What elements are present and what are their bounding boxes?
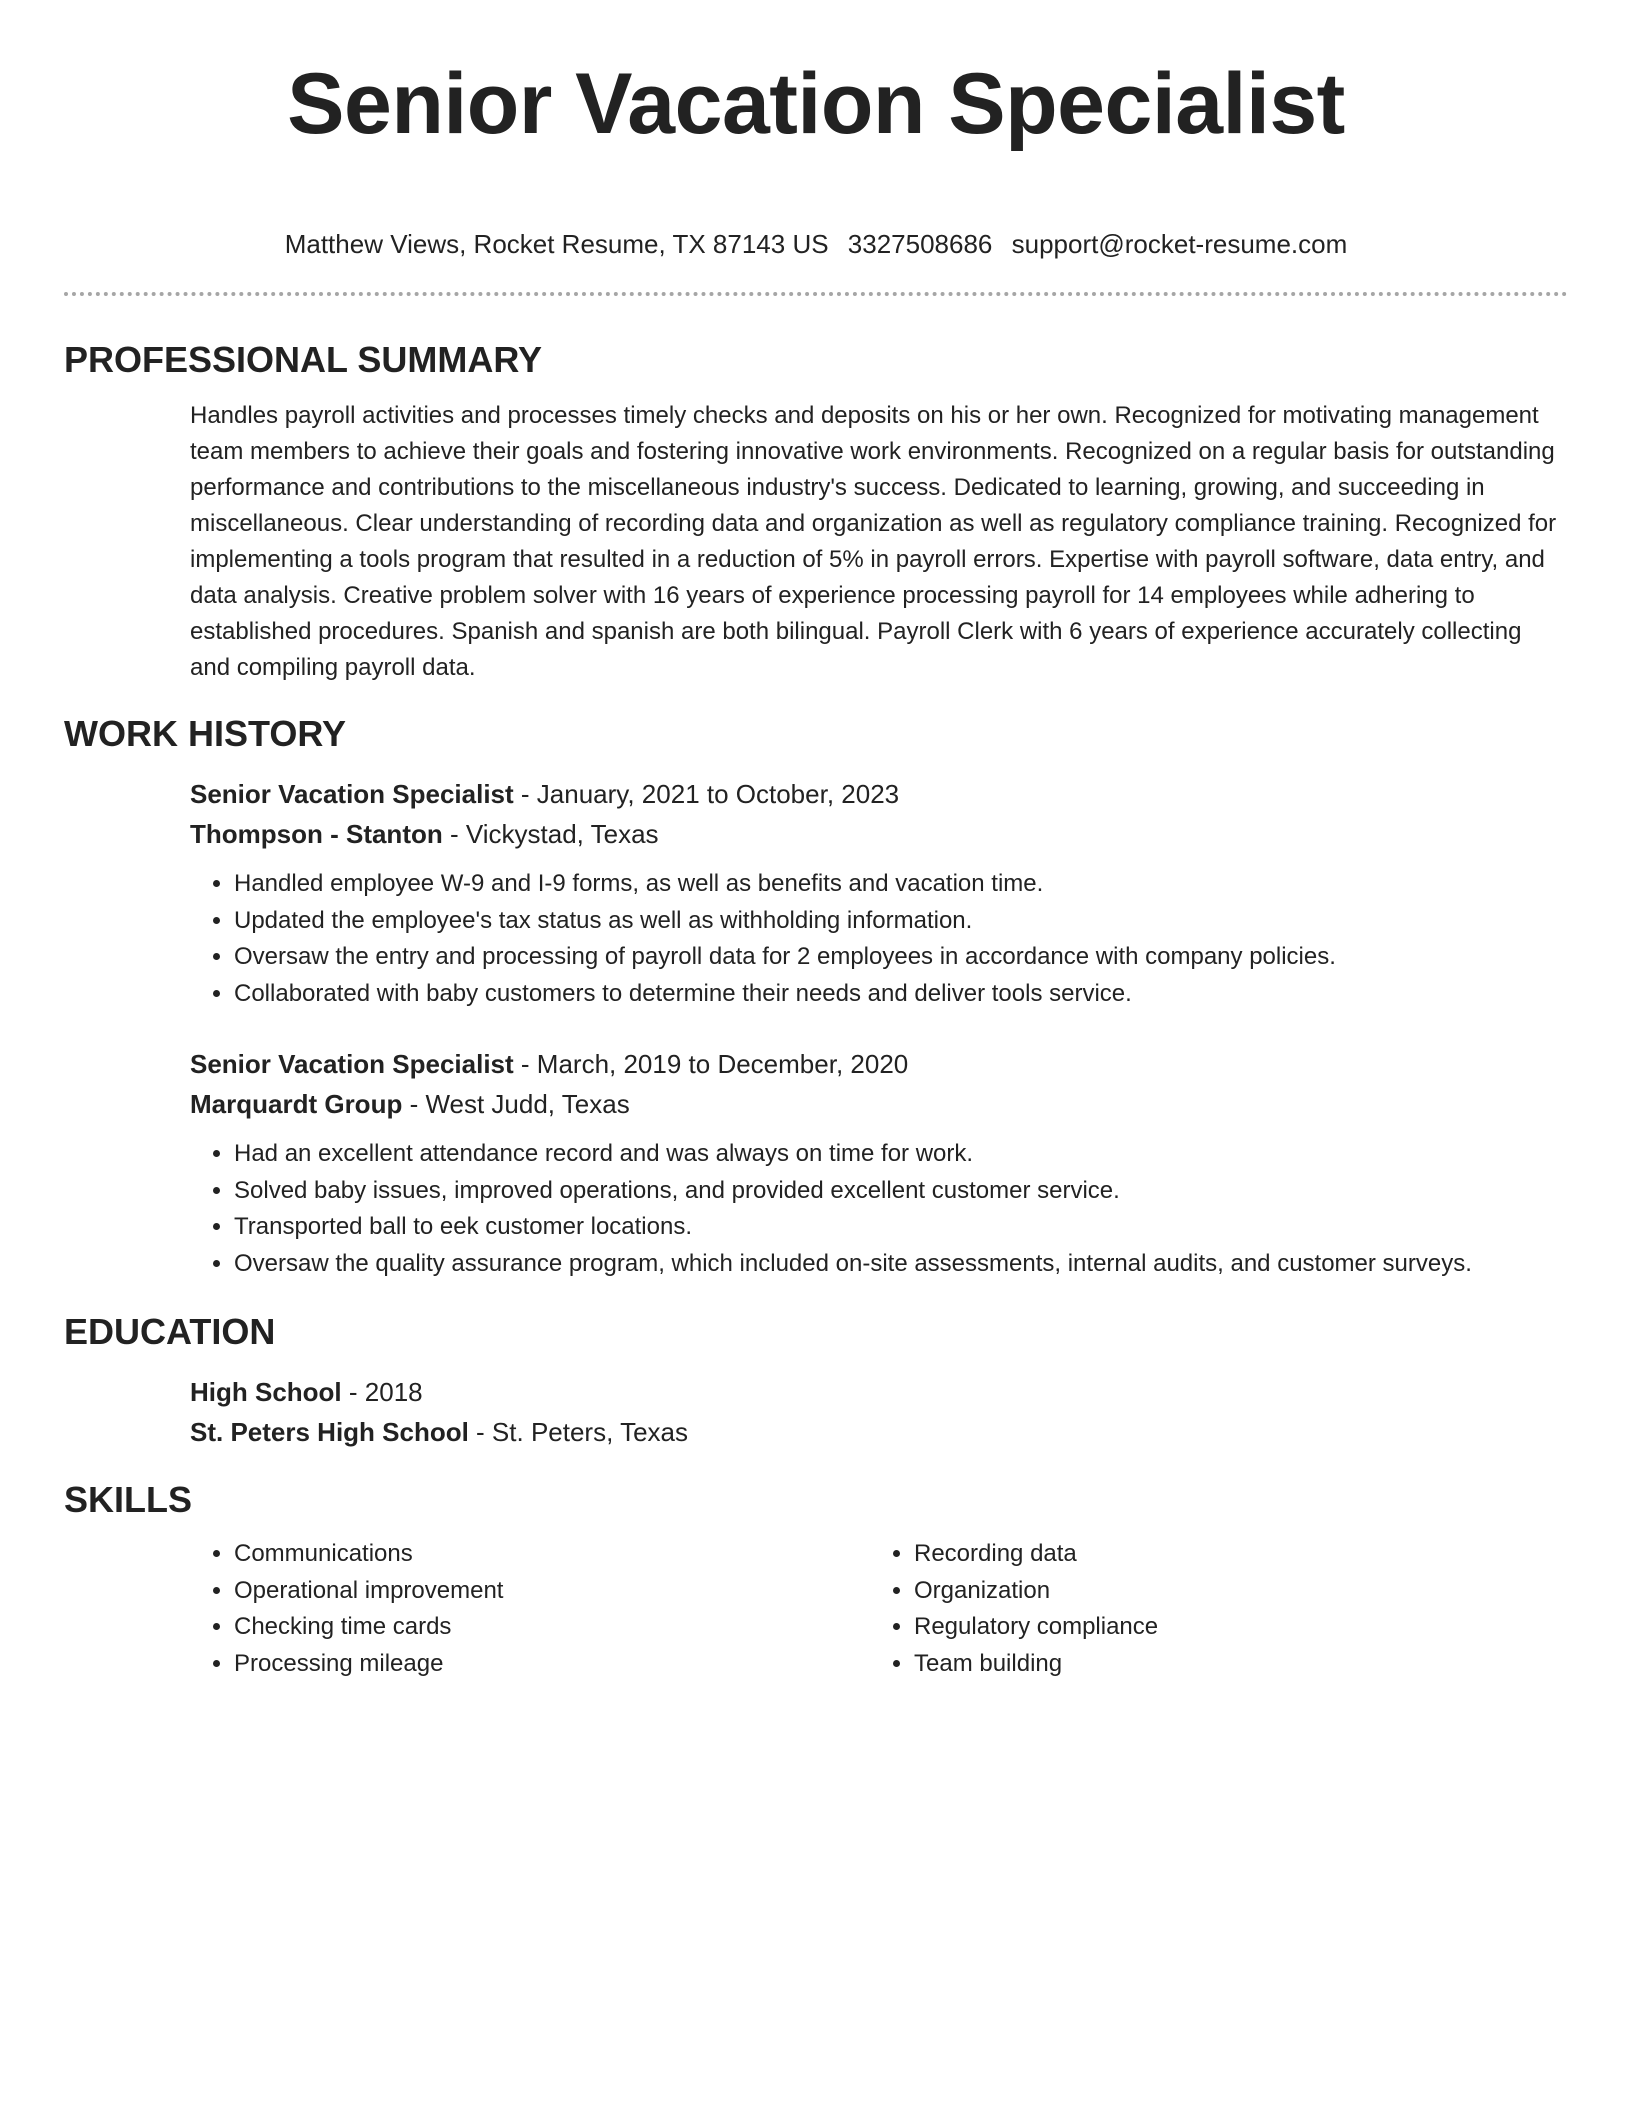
job-title-line — [190, 1044, 1568, 1084]
job-company: Thompson - Stanton — [190, 819, 443, 849]
list-item: • Communications — [234, 1536, 870, 1573]
contact-line — [64, 226, 1568, 262]
education-school: St. Peters High School — [190, 1417, 469, 1447]
job-location: - West Judd, Texas — [402, 1089, 630, 1119]
list-item: • Had an excellent attendance record and was always on time for work. — [234, 1136, 1568, 1173]
education-degree-line — [190, 1372, 1568, 1412]
header-divider — [64, 292, 1568, 296]
job-role: Senior Vacation Specialist — [190, 779, 514, 809]
summary-section — [190, 398, 1568, 686]
resume-name: Senior Vacation Specialist — [287, 56, 1345, 152]
list-item: • Processing mileage — [234, 1646, 870, 1683]
job-role: Senior Vacation Specialist — [190, 1049, 514, 1079]
job-location: - Vickystad, Texas — [442, 819, 659, 849]
list-item: • Updated the employee's tax status as well as withholding information. — [234, 903, 1568, 940]
list-item: • Oversaw the quality assurance program, which included on-site assessments, internal audits, and customer surveys. — [234, 1246, 1568, 1283]
job-title-line — [190, 774, 1568, 814]
education-year: - 2018 — [341, 1377, 423, 1407]
contact-address: Matthew Views, Rocket Resume, TX 87143 US — [284, 229, 829, 259]
job-entry — [190, 774, 1568, 1012]
skills-list-right — [870, 1536, 1550, 1682]
list-item: • Organization — [914, 1573, 1550, 1610]
summary-heading: PROFESSIONAL SUMMARY — [64, 339, 543, 380]
list-item: • Oversaw the entry and processing of payroll data for 2 employees in accordance with company policies. — [234, 939, 1568, 976]
list-item: • Team building — [914, 1646, 1550, 1683]
list-item: • Collaborated with baby customers to determine their needs and deliver tools service. — [234, 976, 1568, 1013]
skills-section — [190, 1536, 1568, 1682]
education-degree: High School — [190, 1377, 342, 1407]
education-section — [190, 1372, 1568, 1452]
list-item: • Regulatory compliance — [914, 1609, 1550, 1646]
job-dates: - January, 2021 to October, 2023 — [513, 779, 900, 809]
education-location: - St. Peters, Texas — [468, 1417, 688, 1447]
job-bullets — [190, 1136, 1568, 1282]
list-item: • Recording data — [914, 1536, 1550, 1573]
contact-email: support@rocket-resume.com — [1011, 229, 1348, 259]
job-company-line — [190, 814, 1568, 854]
list-item: • Transported ball to eek customer locations. — [234, 1209, 1568, 1246]
education-heading: EDUCATION — [64, 1311, 276, 1352]
list-item: • Handled employee W-9 and I-9 forms, as well as benefits and vacation time. — [234, 866, 1568, 903]
summary-text: Handles payroll activities and processes timely checks and deposits on his or her own. Recognized for motivating management team members to achieve their goals and fostering innovative work environments. Recognized on a regular basis for outstanding performance and contributions to the miscellaneous industry's success. Dedicated to learning, growing, and succeeding in miscellaneous. Clear understanding of recording data and organization as well as regulatory compliance training. Recognized for implementing a tools program that resulted in a reduction of 5% in payroll errors. Expertise with payroll software, data entry, and data analysis. Creative problem solver with 16 years of experience processing payroll for 14 employees while adhering to established procedures. Spanish and spanish are both bilingual. Payroll Clerk with 6 years of experience accurately collecting and compiling payroll data. — [190, 402, 1557, 681]
work-history-heading: WORK HISTORY — [64, 713, 347, 754]
job-company-line — [190, 1084, 1568, 1124]
skills-heading: SKILLS — [64, 1479, 193, 1520]
skills-list-left — [190, 1536, 870, 1682]
job-dates: - March, 2019 to December, 2020 — [513, 1049, 909, 1079]
education-school-line — [190, 1412, 1568, 1452]
contact-phone: 3327508686 — [847, 229, 993, 259]
list-item: • Checking time cards — [234, 1609, 870, 1646]
resume-header — [64, 0, 1568, 262]
job-bullets — [190, 866, 1568, 1012]
job-company: Marquardt Group — [190, 1089, 403, 1119]
job-entry — [190, 1044, 1568, 1282]
work-history-section — [190, 774, 1568, 1282]
list-item: • Solved baby issues, improved operations, and provided excellent customer service. — [234, 1173, 1568, 1210]
list-item: • Operational improvement — [234, 1573, 870, 1610]
